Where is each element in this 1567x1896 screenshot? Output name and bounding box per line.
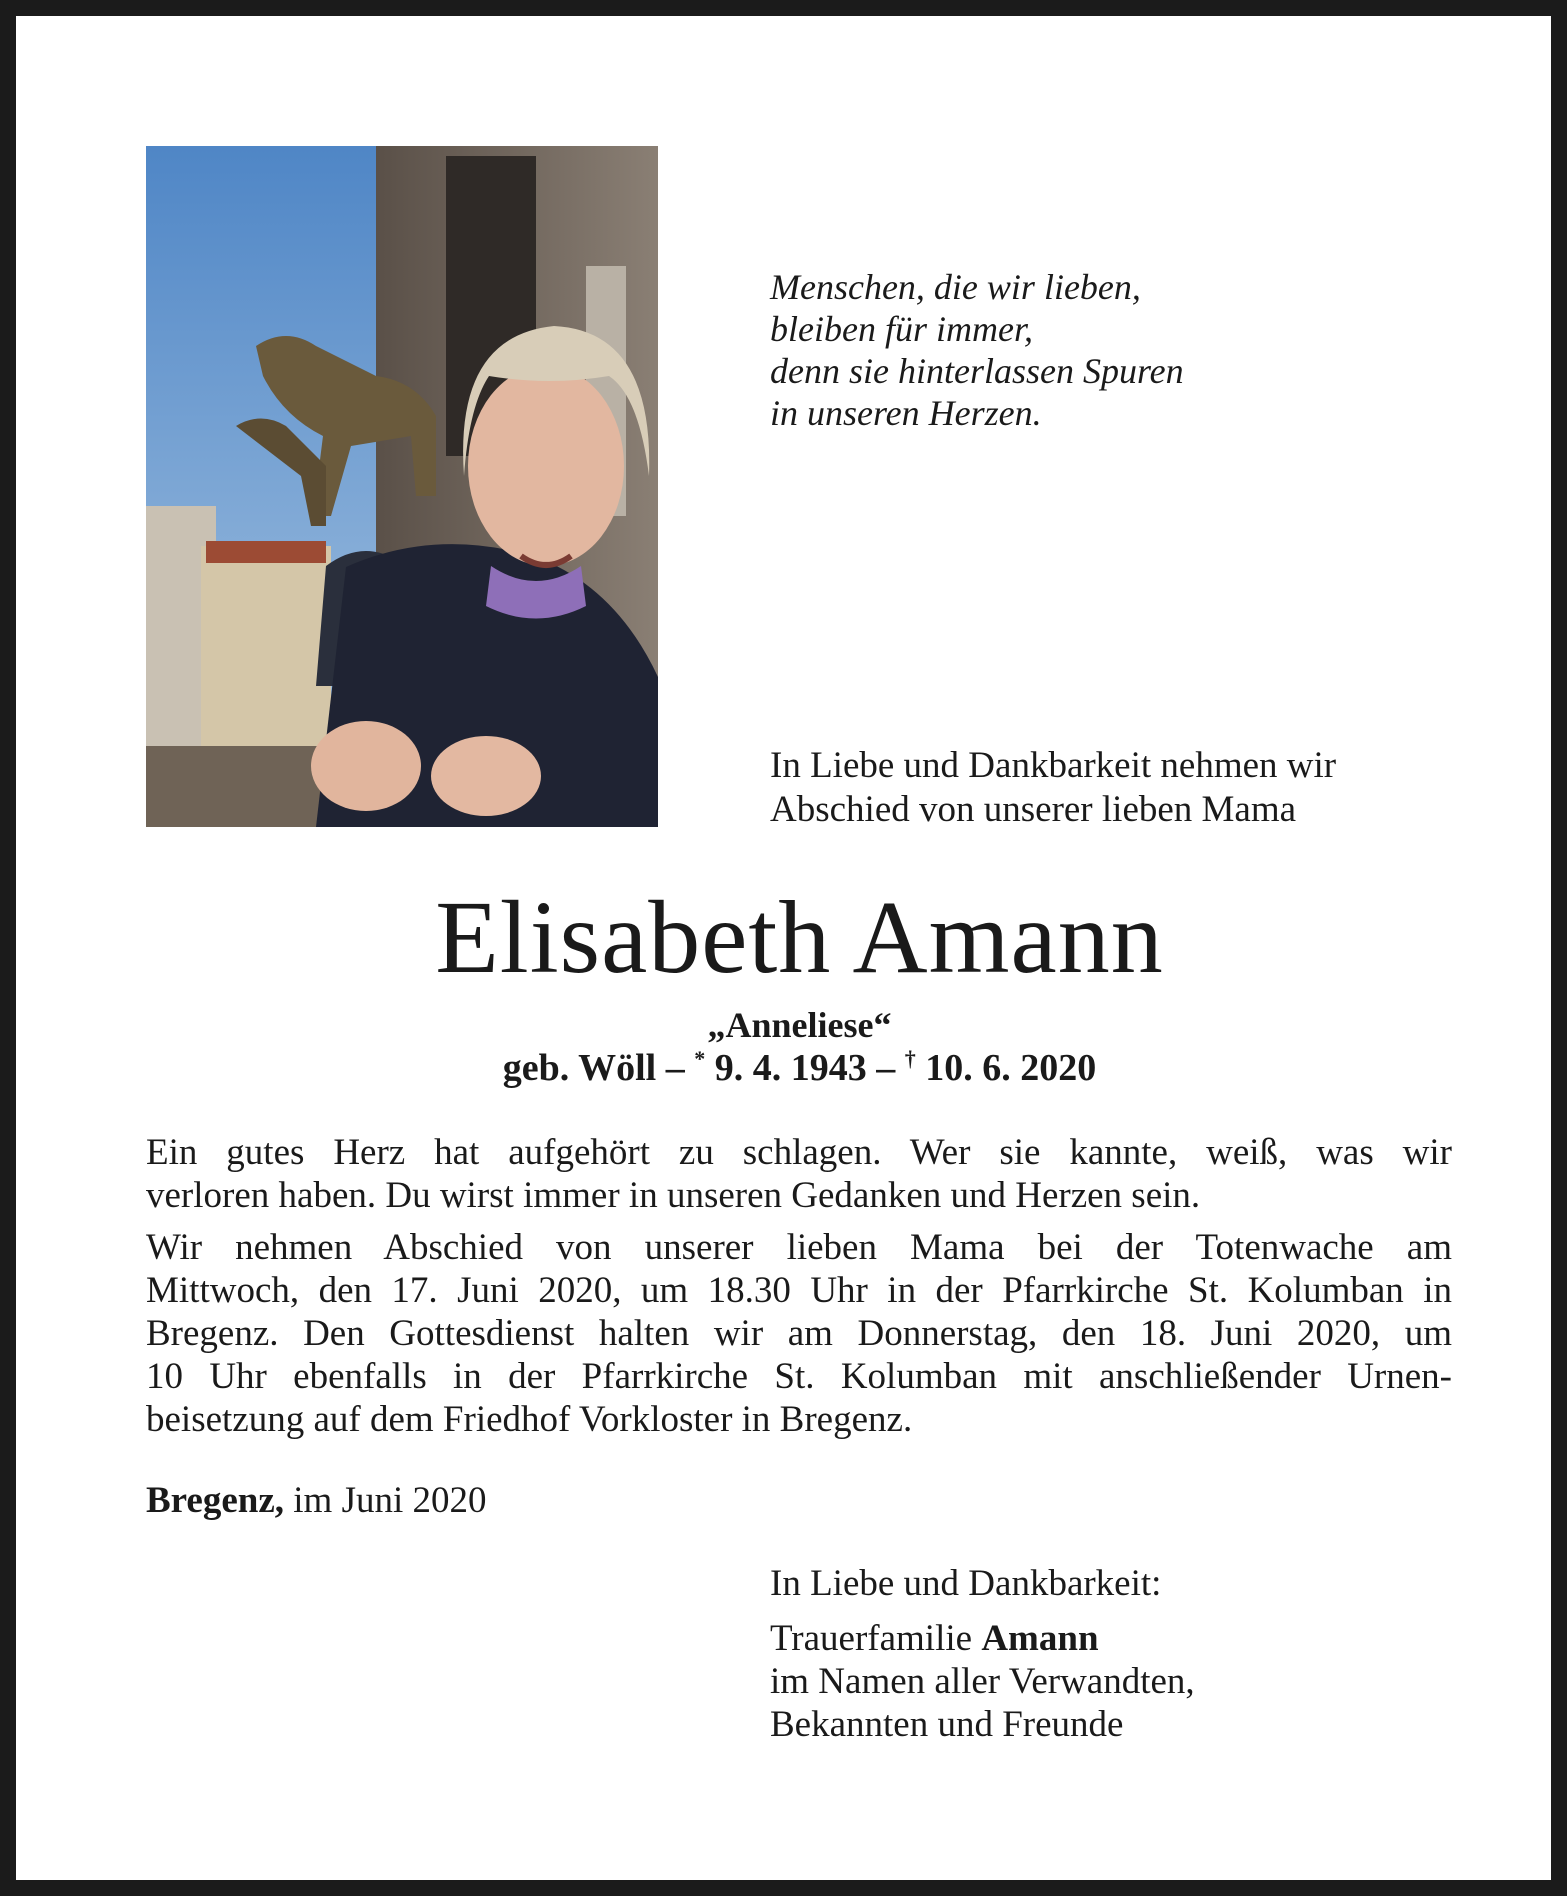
- quote-line: Menschen, die wir lieben,: [770, 267, 1141, 307]
- paragraph-line: verloren haben. Du wirst immer in unseren Gedanken und Herzen sein.: [146, 1175, 1201, 1216]
- birth-date: 9. 4. 1943: [714, 1047, 867, 1089]
- family-prefix: Trauerfamilie: [770, 1618, 982, 1659]
- date: im Juni 2020: [284, 1480, 487, 1521]
- life-dates: [16, 1046, 1567, 1090]
- paragraph-line: Ein gutes Herz hat aufgehört zu schlagen. Wer sie kannte, weiß, was wir: [146, 1132, 1452, 1173]
- face: [468, 366, 624, 566]
- birth-symbol: *: [694, 1046, 706, 1071]
- portrait-photo: [146, 146, 658, 827]
- birth-name: geb. Wöll: [502, 1047, 657, 1089]
- quote-line: in unseren Herzen.: [770, 393, 1042, 433]
- closing-line: In Liebe und Dankbarkeit:: [770, 1563, 1162, 1604]
- death-date: 10. 6. 2020: [925, 1047, 1097, 1089]
- portrait-photo-illustration: [146, 146, 658, 827]
- deceased-name: Elisabeth Amann: [435, 880, 1164, 995]
- paragraph-service: [146, 1226, 1452, 1441]
- family-name: Amann: [981, 1618, 1099, 1659]
- memorial-quote: [770, 266, 1490, 434]
- signature-block: [770, 1562, 1470, 1746]
- paragraph-line: Wir nehmen Abschied von unserer lieben Mama bei der Totenwache am: [146, 1227, 1452, 1268]
- friends-line: Bekannten und Freunde: [770, 1704, 1124, 1745]
- quote-line: bleiben für immer,: [770, 309, 1033, 349]
- place: Bregenz,: [146, 1480, 285, 1521]
- intro-line: Abschied von unserer lieben Mama: [770, 789, 1297, 830]
- separator: –: [866, 1047, 905, 1089]
- farewell-intro: [770, 744, 1470, 832]
- hand: [311, 721, 421, 811]
- separator: –: [656, 1047, 695, 1089]
- deceased-nickname: „Anneliese“: [707, 1005, 892, 1045]
- roof: [206, 541, 326, 563]
- paragraph-line: Bregenz. Den Gottesdienst halten wir am Donnerstag, den 18. Juni 2020, um: [146, 1313, 1452, 1354]
- intro-line: In Liebe und Dankbarkeit nehmen wir: [770, 745, 1337, 786]
- quote-line: denn sie hinterlassen Spuren: [770, 351, 1184, 391]
- family-line: [770, 1617, 1470, 1660]
- paragraph-line: beisetzung auf dem Friedhof Vorkloster in Bregenz.: [146, 1399, 913, 1440]
- relatives-line: im Namen aller Verwandten,: [770, 1661, 1195, 1702]
- paragraph-line: 10 Uhr ebenfalls in der Pfarrkirche St. Kolumban mit anschließender Urnen-: [146, 1356, 1452, 1397]
- hand-2: [431, 736, 541, 816]
- paragraph-line: Mittwoch, den 17. Juni 2020, um 18.30 Uhr in der Pfarrkirche St. Kolumban in: [146, 1270, 1452, 1311]
- place-date: [146, 1479, 487, 1523]
- paragraph-heart: [146, 1131, 1452, 1217]
- death-symbol: †: [904, 1046, 916, 1071]
